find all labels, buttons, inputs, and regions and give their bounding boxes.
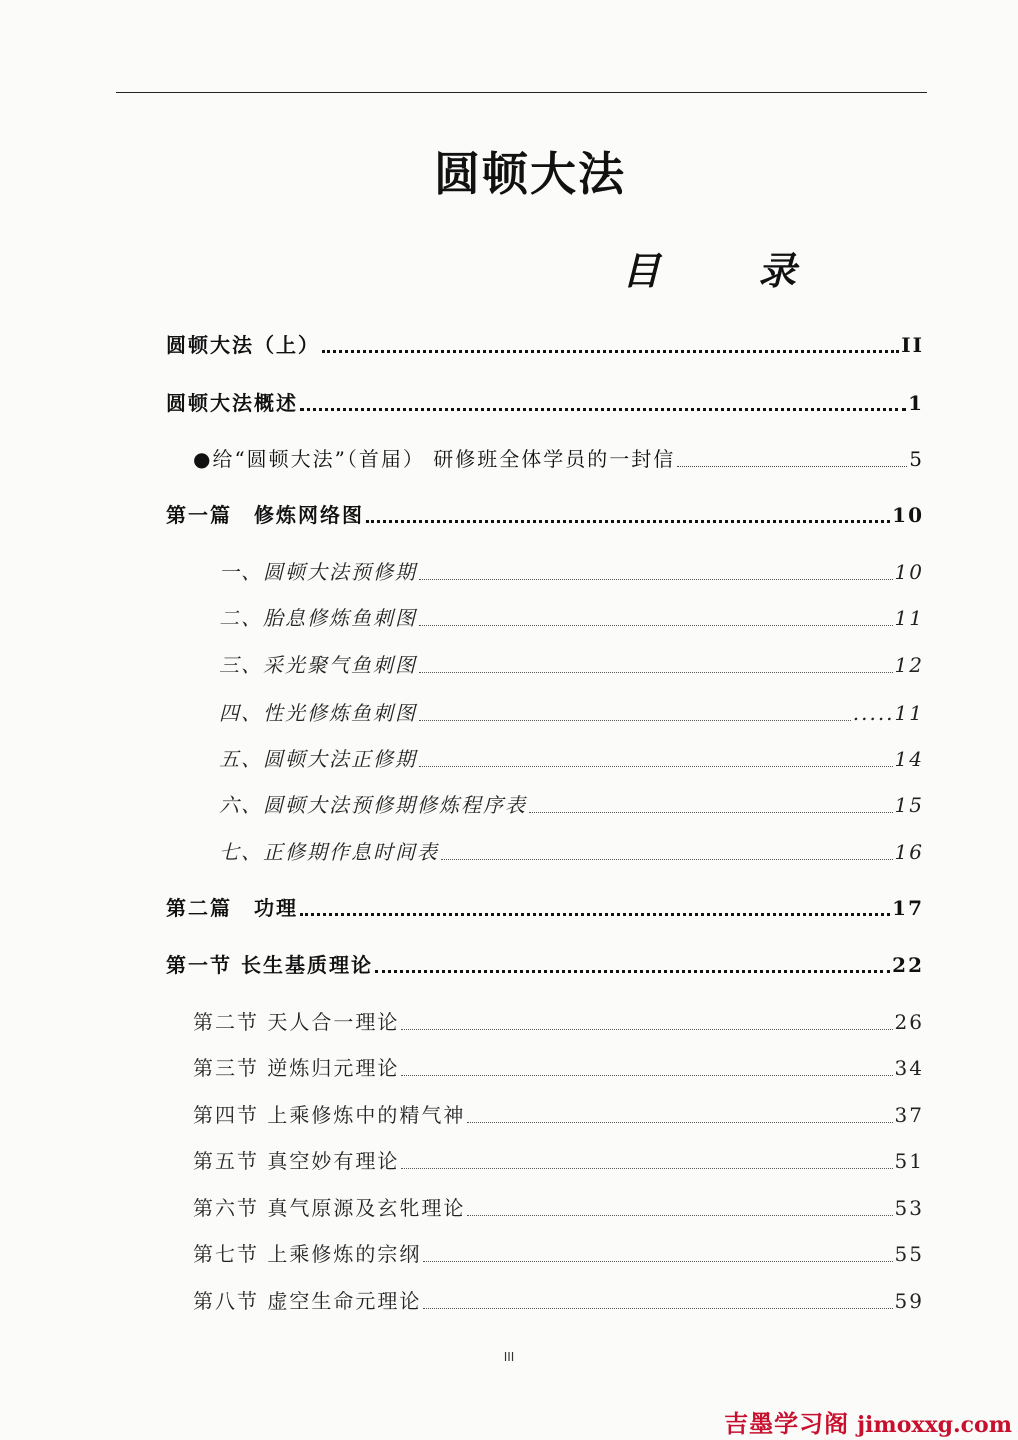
toc-heading-char-2: 录 (758, 248, 797, 293)
toc-entry-title: 第一节 长生基质理论 (166, 953, 373, 977)
toc-entry-title: 五、圆顿大法正修期 (219, 747, 417, 771)
toc-entry-title: 圆顿大法（上） (166, 333, 320, 357)
toc-entry-page: 5 (909, 447, 924, 471)
toc-entry (219, 790, 924, 820)
footer-page-number: III (503, 1350, 515, 1364)
toc-heading-char-1: 目 (622, 248, 661, 293)
toc-entry-title: 第四节 上乘修炼中的精气神 (193, 1103, 466, 1127)
toc-entry-page: 10 (894, 560, 924, 584)
toc-entry-title: 第一篇 修炼网络图 (166, 503, 364, 527)
toc-entry-leader-dots (401, 1168, 892, 1169)
toc-entry-page: .....11 (852, 701, 924, 725)
toc-entry-leader-dots (300, 913, 890, 916)
toc-entry-leader-dots (441, 859, 893, 860)
toc-entry (219, 557, 924, 587)
toc-entry-title: 四、性光修炼鱼刺图 (219, 701, 417, 725)
toc-entry-page: 26 (894, 1010, 924, 1034)
toc-entry (193, 1146, 924, 1176)
toc-entry (219, 603, 924, 633)
toc-entry (193, 1100, 924, 1130)
toc-entry-page: 22 (892, 953, 924, 977)
toc-entry-title: 第二节 天人合一理论 (193, 1010, 400, 1034)
toc-entry (166, 893, 924, 923)
toc-entry (219, 744, 924, 774)
toc-entry-title: 第八节 虚空生命元理论 (193, 1289, 422, 1313)
toc-entry (166, 950, 924, 980)
toc-entry-title: 第七节 上乘修炼的宗纲 (193, 1242, 422, 1266)
toc-entry (219, 650, 924, 680)
toc-entry (219, 837, 924, 867)
toc-entry-page: 15 (894, 793, 924, 817)
toc-entry (166, 388, 924, 418)
toc-entry-page: 16 (894, 840, 924, 864)
document-title: 圆顿大法 (434, 147, 626, 201)
toc-entry-title: 第五节 真空妙有理论 (193, 1149, 400, 1173)
toc-entry-leader-dots (467, 1122, 892, 1123)
toc-entry-page: 12 (894, 653, 924, 677)
toc-entry-page: 51 (894, 1149, 924, 1173)
toc-entry (166, 500, 924, 530)
watermark-name: 吉墨学习阁 (724, 1410, 850, 1438)
toc-entry-leader-dots (529, 812, 893, 813)
toc-entry-title: 第二篇 功理 (166, 896, 298, 920)
toc-entry-leader-dots (419, 672, 893, 673)
toc-entry-leader-dots (322, 350, 899, 353)
toc-entry-page: 59 (894, 1289, 924, 1313)
toc-entry-title: 六、圆顿大法预修期修炼程序表 (219, 793, 527, 817)
toc-entry-title: 七、正修期作息时间表 (219, 840, 439, 864)
toc-entry-page: 53 (894, 1196, 924, 1220)
toc-entry-page: 10 (892, 503, 924, 527)
toc-entry-leader-dots (419, 579, 893, 580)
toc-entry-leader-dots (401, 1075, 892, 1076)
toc-entry (193, 444, 924, 474)
toc-entry-title: ●给“圆顿大法”（首届） 研修班全体学员的一封信 (193, 447, 676, 471)
toc-entry-page: 14 (894, 747, 924, 771)
toc-entry-page: 55 (894, 1242, 924, 1266)
toc-entry-title: 第六节 真气原源及玄牝理论 (193, 1196, 466, 1220)
toc-entry (193, 1239, 924, 1269)
watermark (724, 1404, 1012, 1439)
toc-entry (219, 698, 924, 728)
toc-entry-title: 三、采光聚气鱼刺图 (219, 653, 417, 677)
toc-entry (193, 1286, 924, 1316)
toc-entry (166, 330, 924, 360)
toc-entry (193, 1007, 924, 1037)
toc-entry-page: 37 (894, 1103, 924, 1127)
toc-entry-leader-dots (419, 720, 851, 721)
toc-entry-leader-dots (366, 520, 890, 523)
toc-entry-leader-dots (401, 1029, 892, 1030)
toc-entry-leader-dots (423, 1308, 892, 1309)
toc-entry-title: 圆顿大法概述 (166, 391, 298, 415)
toc-entry (193, 1193, 924, 1223)
toc-entry-page: 34 (894, 1056, 924, 1080)
toc-entry (193, 1053, 924, 1083)
toc-entry-title: 二、胎息修炼鱼刺图 (219, 606, 417, 630)
toc-entry-leader-dots (467, 1215, 892, 1216)
toc-entry-title: 第三节 逆炼归元理论 (193, 1056, 400, 1080)
toc-entry-page: 1 (908, 391, 924, 415)
toc-entry-leader-dots (375, 970, 890, 973)
watermark-url: jimoxxg.com (857, 1412, 1012, 1438)
toc-entry-page: 11 (894, 606, 924, 630)
toc-entry-leader-dots (300, 408, 906, 411)
toc-entry-leader-dots (419, 766, 893, 767)
toc-entry-leader-dots (677, 466, 907, 467)
toc-entry-page: II (901, 333, 924, 357)
toc-entry-leader-dots (423, 1261, 892, 1262)
toc-entry-page: 17 (892, 896, 924, 920)
toc-entry-title: 一、圆顿大法预修期 (219, 560, 417, 584)
toc-entry-leader-dots (419, 625, 893, 626)
